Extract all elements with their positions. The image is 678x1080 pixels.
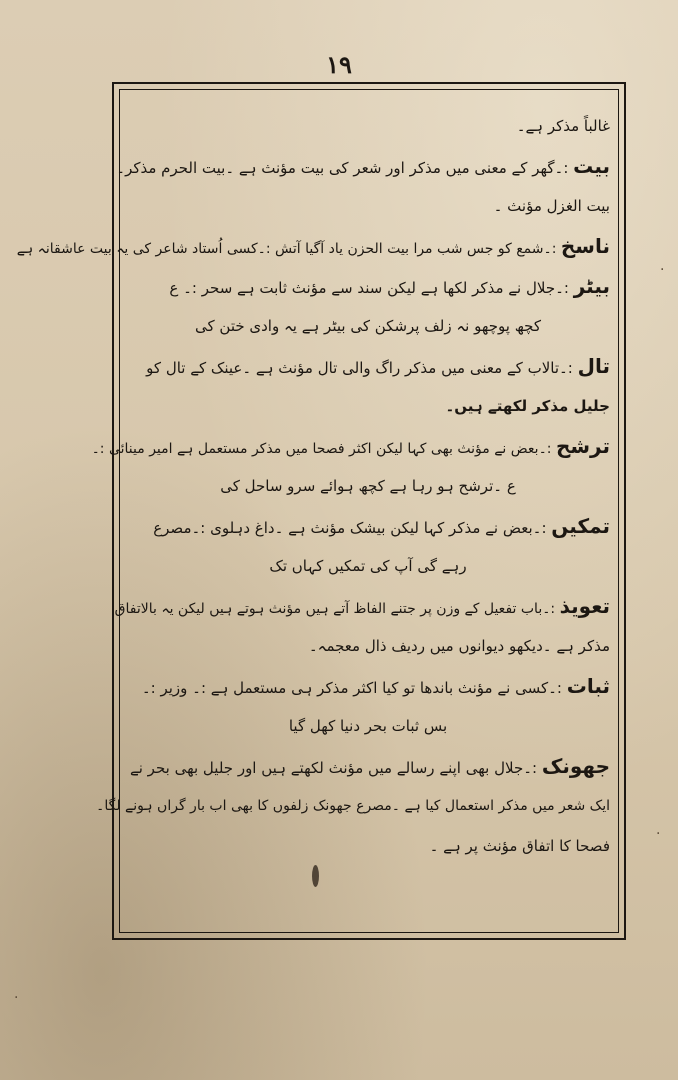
verse-line: رہے گی آپ کی تمکیں کہاں تک	[269, 557, 467, 575]
headword: ناسخ	[560, 234, 610, 258]
entry-nasikh: ناسخ :۔شمع کو جس شب مرا بیت الحزن یاد آگیا آتش :۔کسی اُستاد شاعر کی یہ بیت عاشقانہ ہے	[16, 234, 610, 258]
headword: تال	[577, 354, 610, 378]
text-line-8: جلیل مذکر لکھتے ہیں۔	[445, 397, 610, 415]
headword: تعویذ	[559, 594, 610, 618]
text-line-19: فصحا کا اتفاق مؤنث پر ہے ۔	[429, 837, 610, 855]
entry-taweez: تعویذ :۔باب تفعیل کے وزن پر جتنے الفاظ آتے ہیں مؤنث ہوتے ہیں لیکن یہ بالاتفاق	[114, 594, 610, 618]
verse-line: بس ثبات بحر دنیا کھل گیا	[288, 717, 448, 735]
entry-bait: بیت :۔گھر کے معنی میں مذکر اور شعر کی بیت مؤنث ہے ۔بیت الحرم مذکر۔	[116, 154, 610, 178]
verse-line: کچھ پوچھو نہ زلف پرشکن کی بیٹر ہے یہ وادی ختن کی	[194, 317, 542, 335]
headword: جھونک	[541, 754, 610, 778]
margin-speck: ·	[660, 262, 665, 278]
entry-taal: تال :۔تالاب کے معنی میں مذکر راگ والی تال مؤنث ہے ۔عینک کے تال کو	[146, 354, 610, 378]
headword: ثبات	[566, 674, 610, 698]
text-frame-outer	[16, 82, 626, 940]
margin-speck: ·	[14, 990, 19, 1006]
headword: ترشح	[555, 434, 610, 458]
text-line-3: بیت الغزل مؤنث ۔	[493, 197, 610, 215]
entry-baiter: بیٹر :۔جلال نے مذکر لکھا ہے لیکن سند سے مؤنث ثابت ہے سحر :۔ ع	[169, 274, 610, 298]
verse-line: ع ۔ترشح ہو رہا ہے کچھ ہوائے سرو ساحل کی	[220, 477, 516, 495]
headword: بیت	[573, 154, 610, 178]
text-line-1: غالباً مذکر ہے۔	[516, 117, 610, 135]
entry-tarashshuh: ترشح :۔بعض نے مؤنث بھی کہا لیکن اکثر فصحا میں مذکر مستعمل ہے امیر مینائی :۔	[91, 434, 610, 458]
body-text	[16, 106, 610, 866]
entry-jhonk: جھونک :۔جلال بھی اپنے رسالے میں مؤنث لکھتے ہیں اور جلیل بھی بحر نے	[129, 754, 610, 778]
entry-sabaat: ثبات :۔کسی نے مؤنث باندھا تو کیا اکثر مذکر ہی مستعمل ہے :۔ وزیر :۔	[141, 674, 610, 698]
entry-tamkeen: تمکیں :۔بعض نے مذکر کہا لیکن بیشک مؤنث ہے ۔داغ دہلوی :۔مصرع	[153, 514, 610, 538]
text-line-14: مذکر ہے ۔دیکھو دیوانوں میں ردیف ذال معجمہ۔	[308, 637, 610, 655]
headword: بیٹر	[573, 274, 610, 298]
text-line-18: ایک شعر میں مذکر استعمال کیا ہے ۔مصرع جھونک زلفوں کا بھی اب بار گراں ہونے لگا۔	[96, 798, 610, 814]
page-number: ۱۹	[326, 50, 352, 79]
ink-blot	[312, 865, 319, 887]
margin-speck: ·	[656, 826, 661, 842]
headword: تمکیں	[551, 514, 610, 538]
